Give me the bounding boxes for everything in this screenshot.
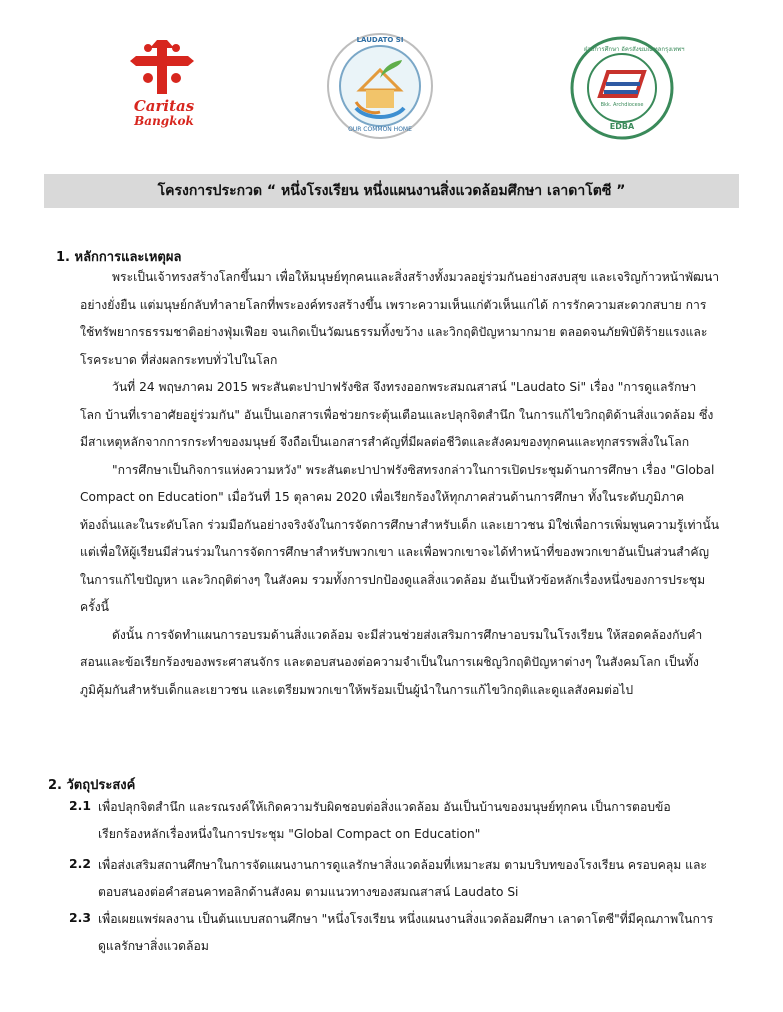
caritas-bangkok-logo <box>128 38 196 138</box>
paragraph-line: แต่เพื่อให้ผู้เรียนมีส่วนร่วมในการจัดการศึกษาสำหรับพวกเขา และเพื่อพวกเขาจะได้ทำหน้าที่ของพวกเขาอันเป็นส่วนสำคัญ <box>80 545 709 559</box>
laudato-si-logo <box>326 32 434 140</box>
paragraph-line: ในการแก้ไขปัญหา และวิกฤติต่างๆ ในสังคม รวมทั้งการปกป้องดูแลสิ่งแวดล้อม อันเป็นหัวข้อหลักเรื่องหนึ่งของการประชุม <box>80 572 706 587</box>
edba-logo <box>570 36 685 140</box>
section-heading: 2. วัตถุประสงค์ <box>48 778 136 793</box>
objective-number: 2.1 <box>69 798 91 813</box>
paragraph-line: โรคระบาด ที่ส่งผลกระทบทั่วไปในโลก <box>80 352 278 367</box>
paragraph-line: ใช้ทรัพยากรธรรมชาติอย่างฟุ่มเฟือย จนเกิดเป็นวัฒนธรรมทิ้งขว้าง และวิกฤติปัญหามากมาย ตลอดจนภัยพิบัติร้ายแรงและ <box>80 325 708 339</box>
edba-bottom-text: EDBA <box>609 122 635 131</box>
caritas-logo-word: Caritas <box>133 97 195 115</box>
objective-line: เพื่อเผยแพร่ผลงาน เป็นต้นแบบสถานศึกษา "หนึ่งโรงเรียน หนึ่งแผนงานสิ่งแวดล้อมศึกษา เลาดาโตซี"ที่มีคุณภาพในการ <box>98 912 714 926</box>
logo-header <box>0 30 783 150</box>
paragraph-line: อย่างยั่งยืน แต่มนุษย์กลับทำลายโลกที่พระองค์ทรงสร้างขึ้น เพราะความเห็นแก่ตัวเห็นแก่ได้ การรักความสะดวกสบาย การ <box>80 297 707 312</box>
paragraph-line: ดังนั้น การจัดทำแผนการอบรมด้านสิ่งแวดล้อม จะมีส่วนช่วยส่งเสริมการศึกษาอบรมในโรงเรียน ให้สอดคล้องกับคำ <box>112 627 703 642</box>
paragraph-line: ภูมิคุ้มกันสำหรับเด็กและเยาวชน และเตรียมพวกเขาให้พร้อมเป็นผู้นำในการแก้ไขวิกฤติและดูแลสังคมต่อไป <box>80 682 634 697</box>
objective-line: เรียกร้องหลักเรื่องหนึ่งในการประชุม "Global Compact on Education" <box>98 827 481 841</box>
objective-line: เพื่อปลุกจิตสำนึก และรณรงค์ให้เกิดความรับผิดชอบต่อสิ่งแวดล้อม อันเป็นบ้านของมนุษย์ทุกคน เป็นการตอบข้อ <box>98 800 671 814</box>
bangkok-logo-word: Bangkok <box>134 113 194 128</box>
paragraph-line: ท้องถิ่นและในระดับโลก ร่วมมือกันอย่างจริงจังในการจัดการศึกษาสำหรับเด็ก และเยาวชน มิใช่เพื่อการเพิ่มพูนความรู้เท่านั้น <box>80 517 720 532</box>
laudato-bottom-text: OUR COMMON HOME <box>348 126 412 133</box>
objective-line: เพื่อส่งเสริมสถานศึกษาในการจัดแผนงานการดูแลรักษาสิ่งแวดล้อมที่เหมาะสม ตามบริบทของโรงเรียน ครอบคลุม และ <box>98 858 707 872</box>
paragraph-line: วันที่ 24 พฤษภาคม 2015 พระสันตะปาปาฟรังซิส จึงทรงออกพระสมณสาสน์ "Laudato Si" เรื่อง "การดูแลรักษา <box>112 380 697 394</box>
paragraph-line: มีสาเหตุหลักจากการกระทำของมนุษย์ จึงถือเป็นเอกสารสำคัญที่มีผลต่อชีวิตและสังคมของทุกคนและทุกสรรพสิ่งในโลก <box>80 435 690 449</box>
paragraph-line: "การศึกษาเป็นกิจการแห่งความหวัง" พระสันตะปาปาฟรังซิสทรงกล่าวในการเปิดประชุมด้านการศึกษา เรื่อง "Global <box>112 462 715 477</box>
paragraph-line: สอนและข้อเรียกร้องของพระศาสนจักร และตอบสนองต่อความจำเป็นในการเผชิญวิกฤติปัญหาต่างๆ ในสังคมโลก เป็นทั้ง <box>80 655 699 669</box>
laudato-top-text: LAUDATO SI <box>356 36 404 44</box>
edba-inner-text: Bkk. Archdiocese <box>600 102 644 108</box>
paragraph-line: Compact on Education" เมื่อวันที่ 15 ตุลาคม 2020 เพื่อเรียกร้องให้ทุกภาคส่วนด้านการศึกษา ทั้งในระดับภูมิภาค <box>80 490 685 504</box>
caritas-logo-text <box>132 98 196 128</box>
laudato-si-seal-icon <box>326 32 434 140</box>
section-heading: 1. หลักการและเหตุผล <box>56 250 182 265</box>
edba-ring-text: ฝ่ายการศึกษา อัครสังฆมณฑลกรุงเทพฯ <box>584 46 685 53</box>
paragraph-line: พระเป็นเจ้าทรงสร้างโลกขึ้นมา เพื่อให้มนุษย์ทุกคนและสิ่งสร้างทั้งมวลอยู่ร่วมกันอย่างสงบสุข และเจริญก้าวหน้าพัฒนา <box>112 270 720 284</box>
objective-line: ดูแลรักษาสิ่งแวดล้อม <box>98 939 209 953</box>
paragraph-line: ครั้งนี้ <box>80 600 109 614</box>
objective-number: 2.2 <box>69 856 91 871</box>
objective-number: 2.3 <box>69 910 91 925</box>
paragraph-line: โลก บ้านที่เราอาศัยอยู่ร่วมกัน" อันเป็นเอกสารเพื่อช่วยกระตุ้นเตือนและปลุกจิตสำนึก ในการแก้ไขวิกฤติด้านสิ่งแวดล้อม ซึ่ง <box>80 407 714 422</box>
objective-line: ตอบสนองต่อคำสอนคาทอลิกด้านสังคม ตามแนวทางของสมณสาสน์ Laudato Si <box>98 885 519 899</box>
document-title: โครงการประกวด “ หนึ่งโรงเรียน หนึ่งแผนงานสิ่งแวดล้อมศึกษา เลาดาโตซี ” <box>44 174 739 208</box>
